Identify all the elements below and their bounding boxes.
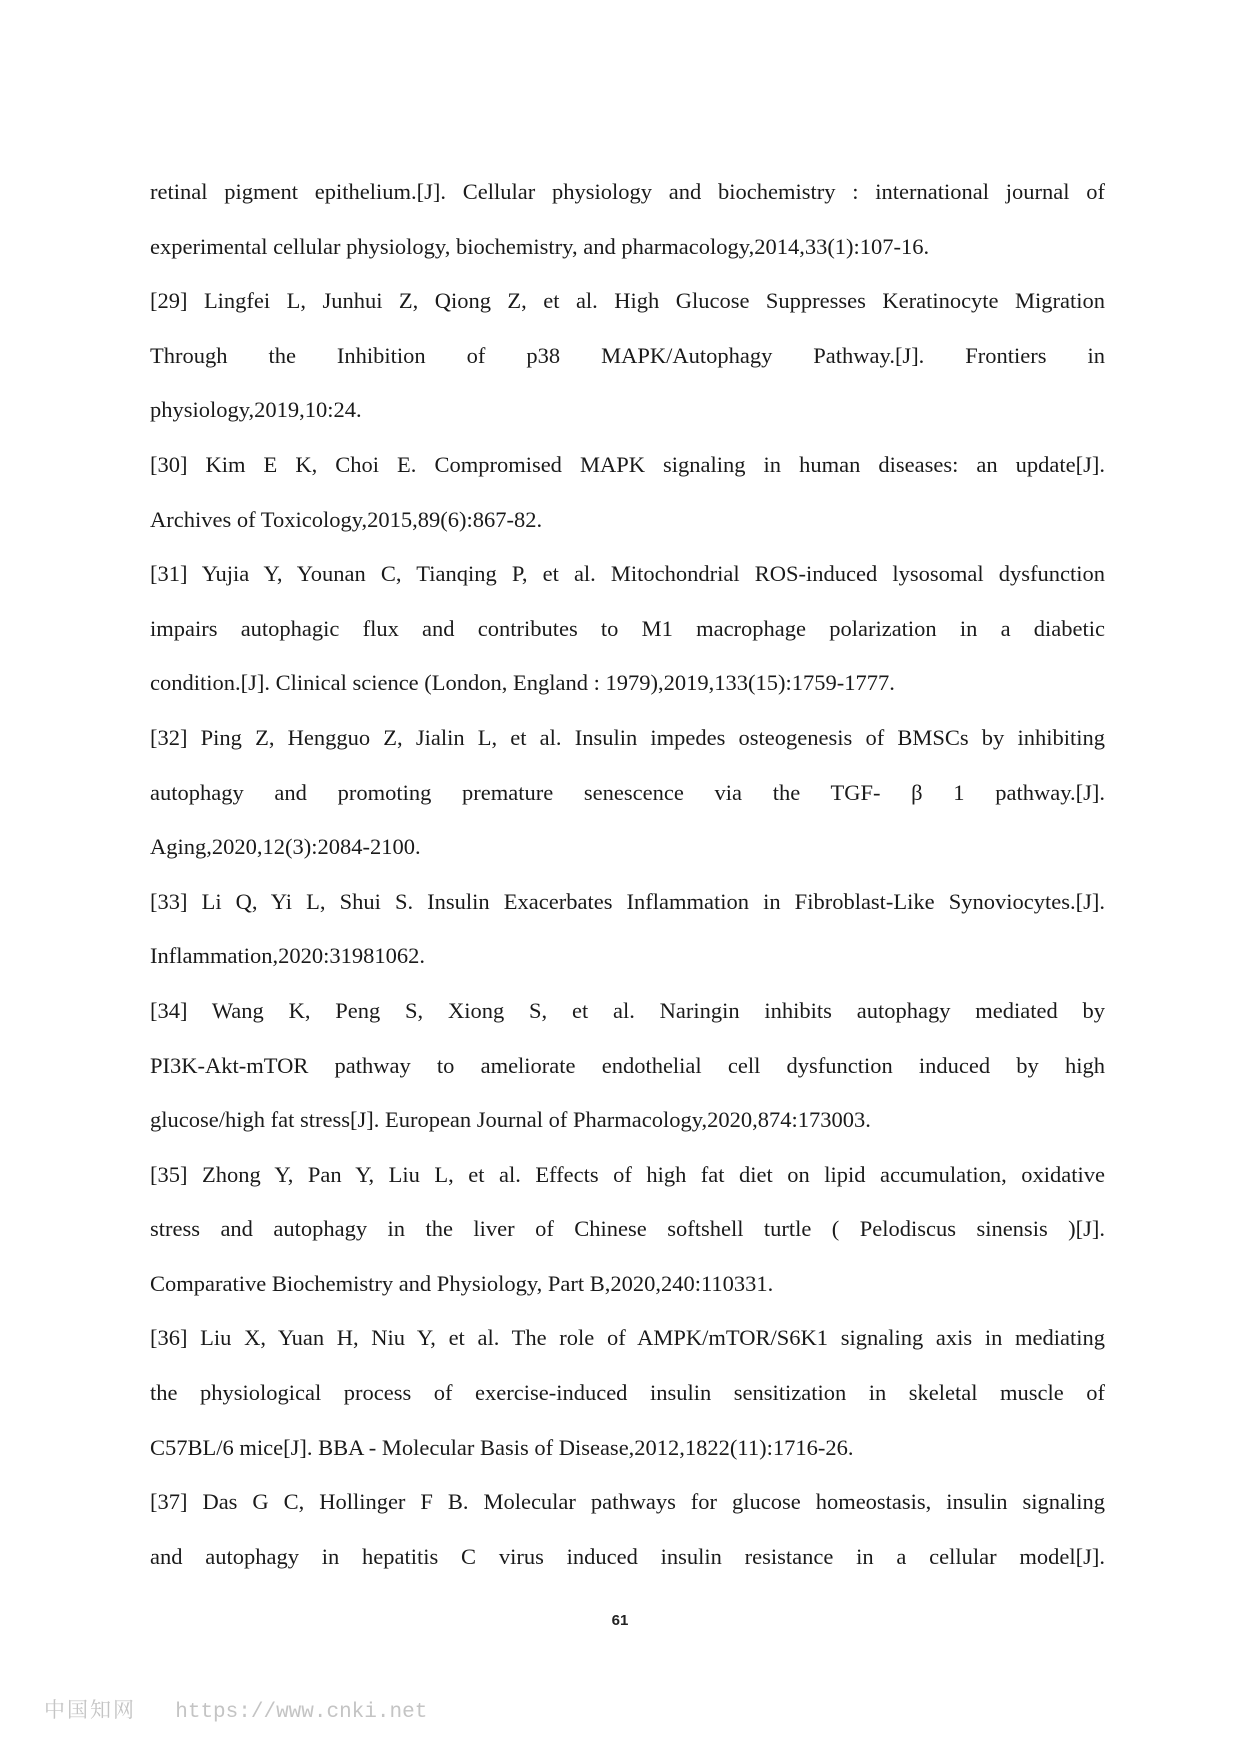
reference-line: glucose/high fat stress[J]. European Journal of Pharmacology,2020,874:173003. bbox=[150, 1107, 871, 1133]
reference-line: Comparative Biochemistry and Physiology, Part B,2020,240:110331. bbox=[150, 1270, 774, 1296]
reference-line: and autophagy in hepatitis C virus induced insulin resistance in a cellular model[J]. bbox=[150, 1543, 1105, 1569]
page-number: 61 bbox=[611, 1612, 629, 1629]
reference-line: [31] Yujia Y, Younan C, Tianqing P, et al. Mitochondrial ROS-induced lysosomal dysfunction bbox=[150, 561, 1105, 587]
reference-line: experimental cellular physiology, biochemistry, and pharmacology,2014,33(1):107-16. bbox=[150, 233, 930, 259]
reference-line: [36] Liu X, Yuan H, Niu Y, et al. The role of AMPK/mTOR/S6K1 signaling axis in mediating bbox=[150, 1325, 1105, 1351]
reference-line: Through the Inhibition of p38 MAPK/Autophagy Pathway.[J]. Frontiers in bbox=[150, 342, 1105, 368]
reference-line: PI3K-Akt-mTOR pathway to ameliorate endothelial cell dysfunction induced by high bbox=[150, 1052, 1105, 1078]
reference-line: Aging,2020,12(3):2084-2100. bbox=[150, 834, 421, 860]
reference-line: Archives of Toxicology,2015,89(6):867-82. bbox=[150, 506, 543, 532]
cnki-watermark bbox=[44, 1694, 427, 1724]
reference-line: stress and autophagy in the liver of Chinese softshell turtle ( Pelodiscus sinensis )[J]. bbox=[150, 1216, 1105, 1242]
reference-line: [32] Ping Z, Hengguo Z, Jialin L, et al. Insulin impedes osteogenesis of BMSCs by inhibiting bbox=[150, 724, 1105, 750]
reference-line: autophagy and promoting premature senescence via the TGF- β 1 pathway.[J]. bbox=[150, 779, 1105, 805]
reference-line: the physiological process of exercise-induced insulin sensitization in skeletal muscle of bbox=[150, 1380, 1105, 1406]
reference-line: [30] Kim E K, Choi E. Compromised MAPK signaling in human diseases: an update[J]. bbox=[150, 451, 1105, 477]
reference-line: impairs autophagic flux and contributes to M1 macrophage polarization in a diabetic bbox=[150, 615, 1105, 641]
reference-line: [33] Li Q, Yi L, Shui S. Insulin Exacerbates Inflammation in Fibroblast-Like Synoviocytes.[J]. bbox=[150, 888, 1105, 914]
reference-line: [34] Wang K, Peng S, Xiong S, et al. Naringin inhibits autophagy mediated by bbox=[150, 997, 1105, 1023]
watermark-url: https://www.cnki.net bbox=[175, 1701, 428, 1724]
reference-line: retinal pigment epithelium.[J]. Cellular physiology and biochemistry : international journal of bbox=[150, 179, 1105, 204]
watermark-site-name: 中国知网 bbox=[44, 1698, 136, 1722]
reference-line: physiology,2019,10:24. bbox=[150, 397, 362, 423]
reference-line: C57BL/6 mice[J]. BBA - Molecular Basis of Disease,2012,1822(11):1716-26. bbox=[150, 1434, 854, 1460]
reference-list bbox=[150, 165, 1105, 1584]
reference-line: [37] Das G C, Hollinger F B. Molecular pathways for glucose homeostasis, insulin signaling bbox=[150, 1489, 1105, 1515]
reference-line: [35] Zhong Y, Pan Y, Liu L, et al. Effects of high fat diet on lipid accumulation, oxidative bbox=[150, 1161, 1105, 1187]
reference-line: [29] Lingfei L, Junhui Z, Qiong Z, et al. High Glucose Suppresses Keratinocyte Migration bbox=[150, 288, 1105, 314]
reference-line: condition.[J]. Clinical science (London, England : 1979),2019,133(15):1759-1777. bbox=[150, 670, 895, 696]
reference-line: Inflammation,2020:31981062. bbox=[150, 943, 425, 969]
